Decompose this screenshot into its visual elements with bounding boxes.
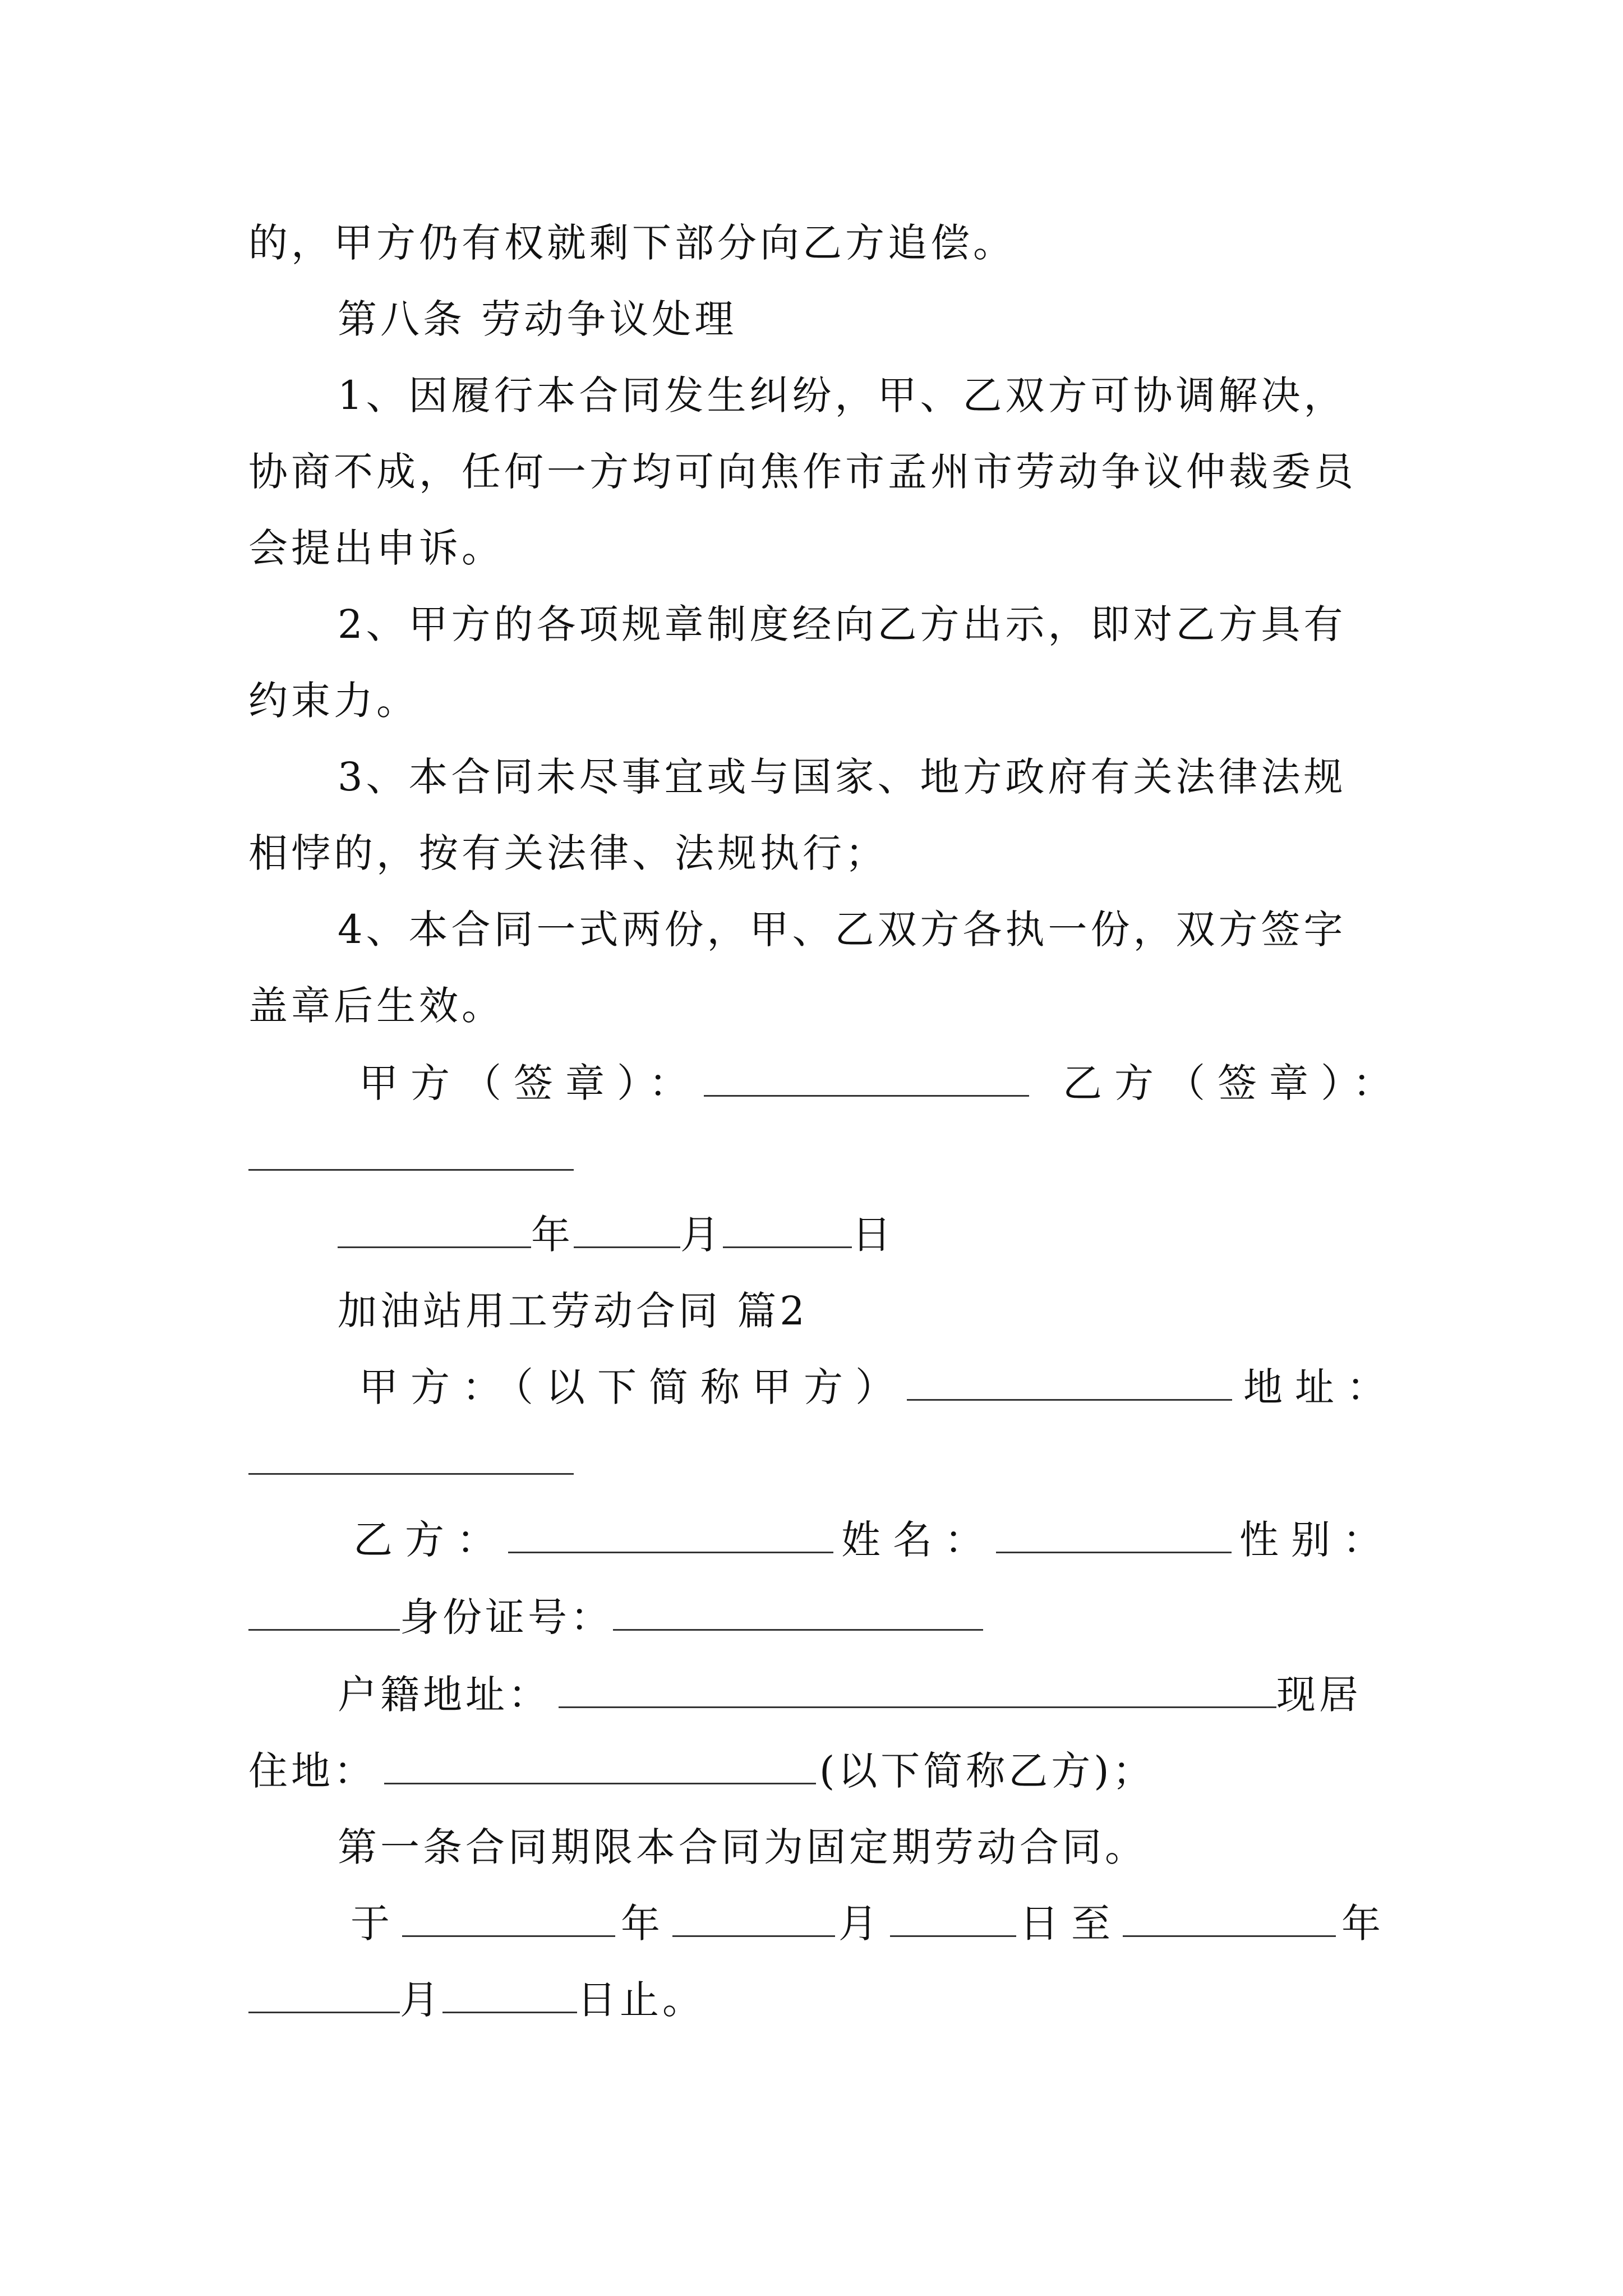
date-line	[338, 1204, 1478, 1266]
text-line: 4、本合同一式两份，甲、乙双方各执一份，双方签字	[338, 907, 1347, 953]
party-b-sign-label: 乙方（签章）：	[1063, 1060, 1404, 1106]
term-end: 日止。	[577, 1977, 705, 2023]
term-day2-blank	[442, 1972, 577, 2013]
text-line: 会提出申诉。	[248, 525, 504, 571]
term-day-blank	[890, 1896, 1016, 1937]
name-label: 姓名：	[841, 1517, 996, 1563]
id-label: 身份证号：	[400, 1594, 613, 1640]
term-month: 月	[838, 1901, 890, 1947]
term-line	[351, 1893, 1393, 1954]
text-line: 1、因履行本合同发生纠纷，甲、乙双方可协调解决，	[338, 372, 1347, 418]
text-line: 3、本合同未尽事宜或与国家、地方政府有关法律法规	[338, 754, 1347, 800]
residence-line	[248, 1740, 1389, 1802]
term-month2: 月	[400, 1977, 442, 2023]
party-a-label: 甲方：（以下简称甲方）	[359, 1364, 907, 1410]
term-year: 年	[621, 1901, 672, 1947]
id-line	[248, 1586, 1389, 1648]
term-year2: 年	[1341, 1901, 1393, 1947]
party-b-sign-blank	[248, 1130, 574, 1171]
current-label-part1: 现居	[1276, 1672, 1362, 1718]
party-a-blank	[907, 1360, 1232, 1401]
party-a-sign-blank	[704, 1056, 1029, 1097]
term-month-blank	[672, 1896, 835, 1937]
address-blank	[248, 1434, 574, 1475]
gender-label: 性别：	[1239, 1517, 1394, 1563]
household-line	[338, 1664, 1389, 1726]
address-label: 地址：	[1243, 1364, 1398, 1410]
text-line: 2、甲方的各项规章制度经向乙方出示，即对乙方具有	[338, 601, 1347, 647]
text-line: 协商不成，任何一方均可向焦作市孟州市劳动争议仲裁委员	[248, 449, 1357, 495]
party-a-sign-label: 甲方（签章）：	[359, 1060, 700, 1106]
term-yu: 于	[351, 1901, 402, 1947]
id-blank	[613, 1590, 983, 1631]
month-blank	[574, 1207, 680, 1248]
year-label: 年	[531, 1212, 574, 1258]
term-month2-blank	[248, 1972, 400, 2013]
year-blank	[338, 1207, 531, 1248]
term-day-to: 日至	[1020, 1901, 1123, 1947]
day-blank	[723, 1207, 852, 1248]
household-blank	[559, 1667, 1276, 1708]
signature-continuation	[248, 1126, 1389, 1188]
gender-blank	[248, 1590, 400, 1631]
name-blank	[996, 1512, 1232, 1553]
text-line: 盖章后生效。	[248, 983, 504, 1029]
party-b-blank	[508, 1512, 833, 1553]
article-1: 第一条合同期限本合同为固定期劳动合同。	[338, 1824, 1147, 1870]
term-year-blank	[402, 1896, 615, 1937]
residence-blank	[384, 1743, 816, 1784]
party-b-label: 乙方：	[353, 1517, 508, 1563]
signature-line	[359, 1052, 1404, 1114]
text-line: 相悖的，按有关法律、法规执行；	[248, 830, 888, 876]
section-2-title: 加油站用工劳动合同 篇2	[338, 1288, 808, 1334]
day-label: 日	[852, 1212, 895, 1258]
text-line: 的，甲方仍有权就剩下部分向乙方追偿。	[248, 220, 1016, 266]
party-b-line	[353, 1509, 1394, 1571]
article-8-heading: 第八条 劳动争议处理	[338, 296, 737, 342]
current-label-part2: 住地：	[248, 1748, 376, 1794]
party-a-line	[359, 1356, 1398, 1418]
address-continuation	[248, 1430, 1389, 1492]
party-b-suffix: (以下简称乙方)；	[819, 1748, 1155, 1794]
month-label: 月	[680, 1212, 723, 1258]
text-line: 约束力。	[248, 678, 419, 724]
term-year2-blank	[1123, 1896, 1336, 1937]
term-end-line	[248, 1969, 1389, 2031]
household-label: 户籍地址：	[338, 1672, 551, 1718]
